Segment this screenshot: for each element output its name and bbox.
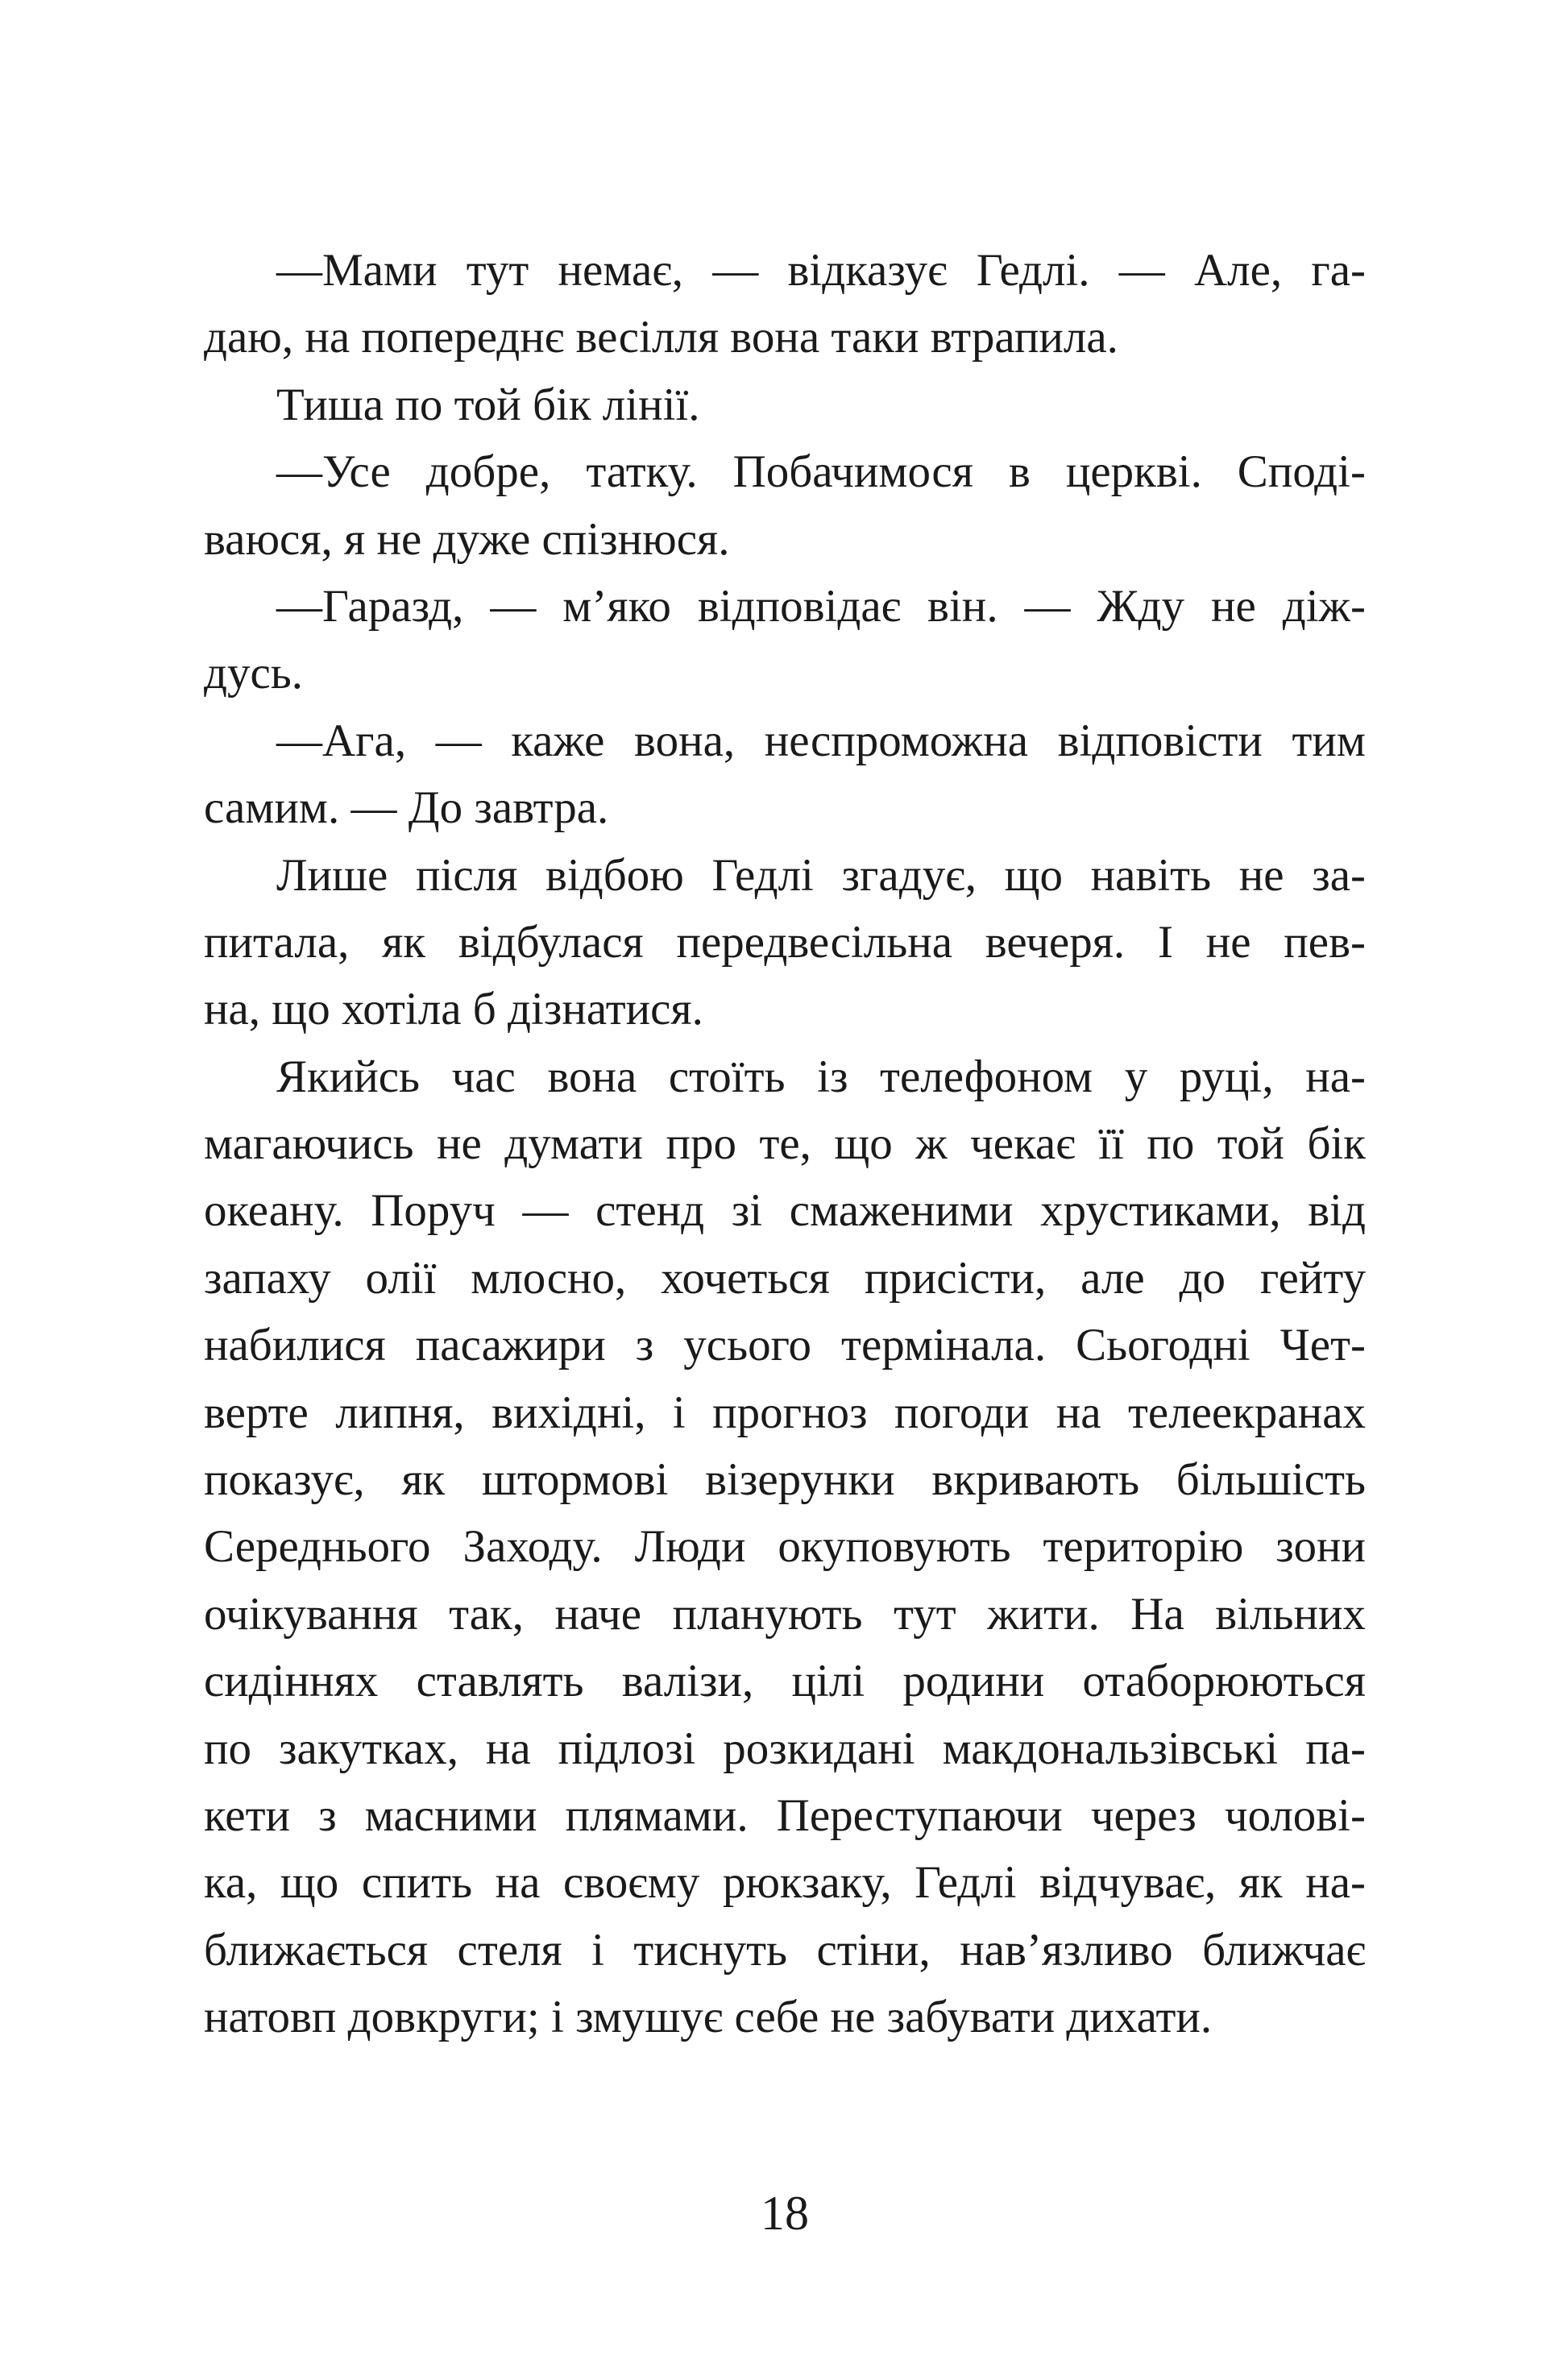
text-line: самим. — До завтра. xyxy=(204,782,609,834)
paragraph xyxy=(204,438,1366,573)
text-line: ваюся, я не дуже спізнюся. xyxy=(204,513,730,565)
text-line: Середнього Заходу. Люди окуповують територію зони xyxy=(204,1521,1366,1573)
text-line: —Усе добре, татку. Побачимося в церкві. Сподi- xyxy=(276,446,1366,498)
text-line: верте липня, вихідні, і прогноз погоди на телеекранах xyxy=(204,1387,1366,1438)
text-line: океану. Поруч — стенд зі смаженими хрустиками, від xyxy=(204,1185,1366,1237)
text-line: запаху олії млосно, хочеться присісти, але до гейту xyxy=(204,1252,1366,1304)
text-line: Лише після відбою Гедлі згадує, що навіть не за- xyxy=(276,849,1366,901)
text-line: набилися пасажири з усього термінала. Сьогодні Чет- xyxy=(204,1320,1366,1371)
paragraph xyxy=(204,707,1366,842)
text-line: питала, як відбулася передвесільна вечеря. І не пев- xyxy=(204,916,1366,968)
paragraph xyxy=(204,371,1366,438)
text-line: очікування так, наче планують тут жити. На вільних xyxy=(204,1588,1366,1640)
text-line: кети з масними плямами. Переступаючи через чолові- xyxy=(204,1789,1366,1841)
text-line: сидіннях ставлять валізи, цілі родини отаборюються xyxy=(204,1656,1366,1707)
text-line: Якийсь час вона стоїть із телефоном у руці, на- xyxy=(276,1051,1366,1102)
text-line: даю, на попереднє весілля вона таки втрапила. xyxy=(204,312,1118,363)
text-line: —Гаразд, — м’яко відповідає він. — Жду не діж- xyxy=(276,580,1366,632)
paragraph xyxy=(204,842,1366,1043)
text-line: Тиша по той бік лінії. xyxy=(276,379,700,430)
paragraph xyxy=(204,237,1366,371)
text-line: ка, що спить на своєму рюкзаку, Гедлі відчуває, як на- xyxy=(204,1857,1366,1909)
page-number: 18 xyxy=(761,2187,809,2240)
text-line: магаючись не думати про те, що ж чекає її по той бік xyxy=(204,1118,1366,1170)
text-line: по закутках, на підлозі розкидані макдональзівські па- xyxy=(204,1723,1366,1774)
text-line: —Ага, — каже вона, неспроможна відповісти тим xyxy=(276,715,1366,766)
paragraph xyxy=(204,573,1366,707)
body-text xyxy=(204,237,1366,2051)
text-line: ближається стеля і тиснуть стіни, нав’язливо ближчає xyxy=(204,1924,1366,1976)
text-line: показує, як штормові візерунки вкривають більшість xyxy=(204,1454,1366,1506)
text-line: на, що хотіла б дізнатися. xyxy=(204,984,703,1035)
text-line: дусь. xyxy=(204,648,304,699)
text-line: —Мами тут немає, — відказує Гедлі. — Але, га- xyxy=(276,245,1366,296)
text-line: натовп довкруги; і змушує себе не забувати дихати. xyxy=(204,1992,1213,2043)
paragraph xyxy=(204,1043,1366,2051)
